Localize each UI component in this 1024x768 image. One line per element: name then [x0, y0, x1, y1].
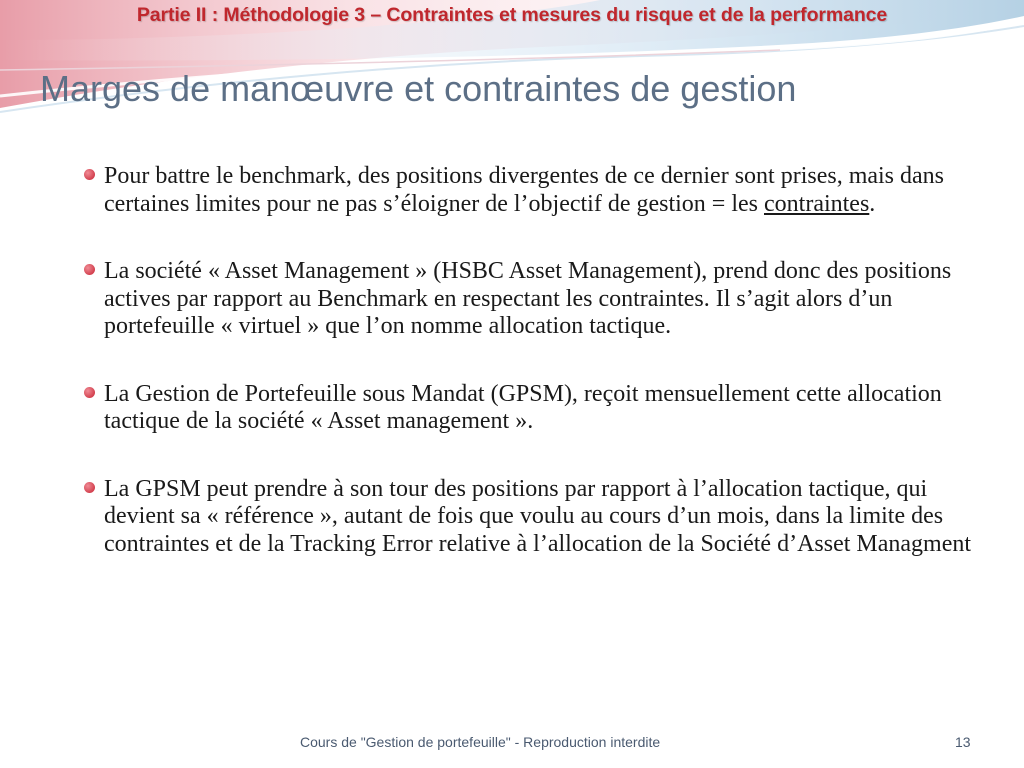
bullet-dot-icon: [84, 387, 95, 398]
bullet-dot-icon: [84, 264, 95, 275]
bullet-item: [82, 258, 1002, 341]
underlined-term: contraintes: [764, 190, 870, 217]
part-title: Partie II : Méthodologie 3 – Contraintes et mesures du risque et de la performance: [136, 4, 888, 26]
footer-text: Cours de "Gestion de portefeuille" - Reproduction interdite: [300, 734, 661, 750]
bullet-dot-icon: [84, 169, 95, 180]
bullet-text-end: .: [869, 190, 876, 217]
bullet-item: [82, 476, 1002, 559]
bullet-item: [82, 381, 1002, 436]
page-number: 13: [955, 734, 971, 750]
bullet-text: Pour battre le benchmark, des positions divergentes de ce dernier sont prises, mais dans certaines limites pour ne pas s’éloigner de l’objectif de gestion = les: [104, 163, 945, 217]
bullet-list: [82, 163, 1002, 558]
slide-title: Marges de manœuvre et contraintes de gestion: [40, 68, 797, 109]
bullet-text: La société « Asset Management » (HSBC Asset Management), prend donc des positions actives par rapport au Benchmark en respectant les contraintes. Il s’agit alors d’un portefeuille « virtuel » que l’on nomme allocation tactique.: [104, 258, 952, 339]
bullet-dot-icon: [84, 482, 95, 493]
bullet-item: [82, 163, 1002, 218]
bullet-text: La Gestion de Portefeuille sous Mandat (GPSM), reçoit mensuellement cette allocation tactique de la société « Asset management ».: [104, 380, 942, 434]
bullet-text: La GPSM peut prendre à son tour des positions par rapport à l’allocation tactique, qui devient sa « référence », autant de fois que voulu au cours d’un mois, dans la limite des contraintes et de la Tracking Error relative à l’allocation de la Société d’Asset Managment: [104, 475, 972, 557]
